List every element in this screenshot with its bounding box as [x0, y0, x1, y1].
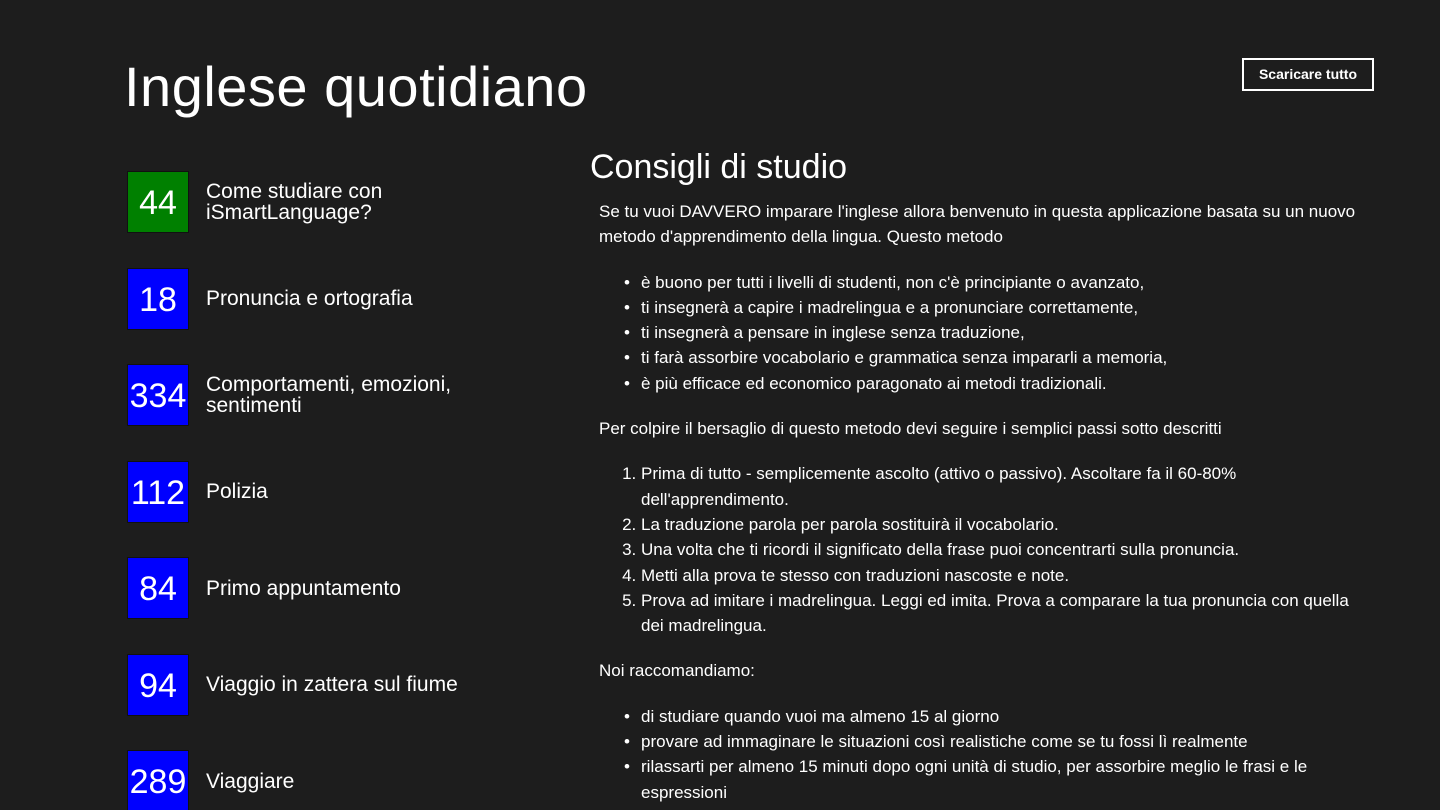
topic-label: Comportamenti, emozioni, sentimenti — [206, 373, 452, 417]
topic-item[interactable] — [127, 557, 547, 619]
topic-count-tile: 94 — [127, 654, 189, 716]
topic-count-tile: 334 — [127, 364, 189, 426]
list-item: 1. Prima di tutto - semplicemente ascolto (attivo o passivo). Ascoltare fa il 60-80% dell'apprendimento. — [641, 461, 1359, 512]
list-item: • di studiare quando vuoi ma almeno 15 al giorno — [641, 704, 1359, 729]
content-body — [599, 199, 1359, 805]
topic-item[interactable] — [127, 364, 547, 426]
topic-label: Pronuncia e ortografia — [206, 287, 413, 310]
topic-item[interactable] — [127, 654, 547, 716]
topic-label: Come studiare con iSmartLanguage? — [206, 180, 383, 224]
recommend-intro-paragraph: Noi raccomandiamo: — [599, 661, 755, 681]
topic-count-tile: 112 — [127, 461, 189, 523]
topic-list — [127, 171, 547, 810]
topic-label: Polizia — [206, 480, 268, 503]
list-item: 4. Metti alla prova te stesso con traduzioni nascoste e note. — [641, 563, 1359, 588]
list-item: 2. La traduzione parola per parola sostituirà il vocabolario. — [641, 512, 1359, 537]
content-title: Consigli di studio — [590, 148, 848, 186]
topic-count-tile: 44 — [127, 171, 189, 233]
list-item: • rilassarti per almeno 15 minuti dopo ogni unità di studio, per assorbire meglio le frasi e le espressioni — [641, 754, 1359, 805]
topic-item[interactable] — [127, 171, 547, 233]
topic-label: Viaggiare — [206, 769, 295, 793]
list-item: • ti farà assorbire vocabolario e grammatica senza impararli a memoria, — [641, 345, 1359, 370]
topic-label: Primo appuntamento — [206, 576, 401, 600]
content-panel[interactable] — [590, 145, 1370, 810]
topic-item[interactable] — [127, 268, 547, 330]
download-all-button[interactable]: Scaricare tutto — [1242, 58, 1374, 91]
topic-label: Viaggio in zattera sul fiume — [206, 673, 458, 696]
benefits-list — [599, 270, 1359, 396]
list-item: • provare ad immaginare le situazioni così realistiche come se tu fossi lì realmente — [641, 729, 1359, 754]
list-item: 5. Prova ad imitare i madrelingua. Leggi ed imita. Prova a comparare la tua pronuncia con quella dei madrelingua. — [641, 588, 1359, 639]
topic-item[interactable] — [127, 750, 547, 810]
list-item: • è più efficace ed economico paragonato ai metodi tradizionali. — [641, 371, 1359, 396]
list-item: • ti insegnerà a pensare in inglese senza traduzione, — [641, 320, 1359, 345]
topic-count-tile: 18 — [127, 268, 189, 330]
page-title: Inglese quotidiano — [124, 55, 588, 118]
topic-item[interactable] — [127, 461, 547, 523]
intro-paragraph: Se tu vuoi DAVVERO imparare l'inglese allora benvenuto in questa applicazione basata su un nuovo metodo d'apprendimento della lingua. Questo metodo — [599, 202, 1356, 247]
list-item: • è buono per tutti i livelli di studenti, non c'è principiante o avanzato, — [641, 270, 1359, 295]
list-item: 3. Una volta che ti ricordi il significato della frase puoi concentrarti sulla pronuncia. — [641, 537, 1359, 562]
steps-intro-paragraph: Per colpire il bersaglio di questo metodo devi seguire i semplici passi sotto descritti — [599, 419, 1222, 439]
list-item: • ti insegnerà a capire i madrelingua e a pronunciare correttamente, — [641, 295, 1359, 320]
topic-count-tile: 289 — [127, 750, 189, 810]
steps-list — [599, 461, 1359, 638]
topic-count-tile: 84 — [127, 557, 189, 619]
recommendations-list — [599, 704, 1359, 805]
